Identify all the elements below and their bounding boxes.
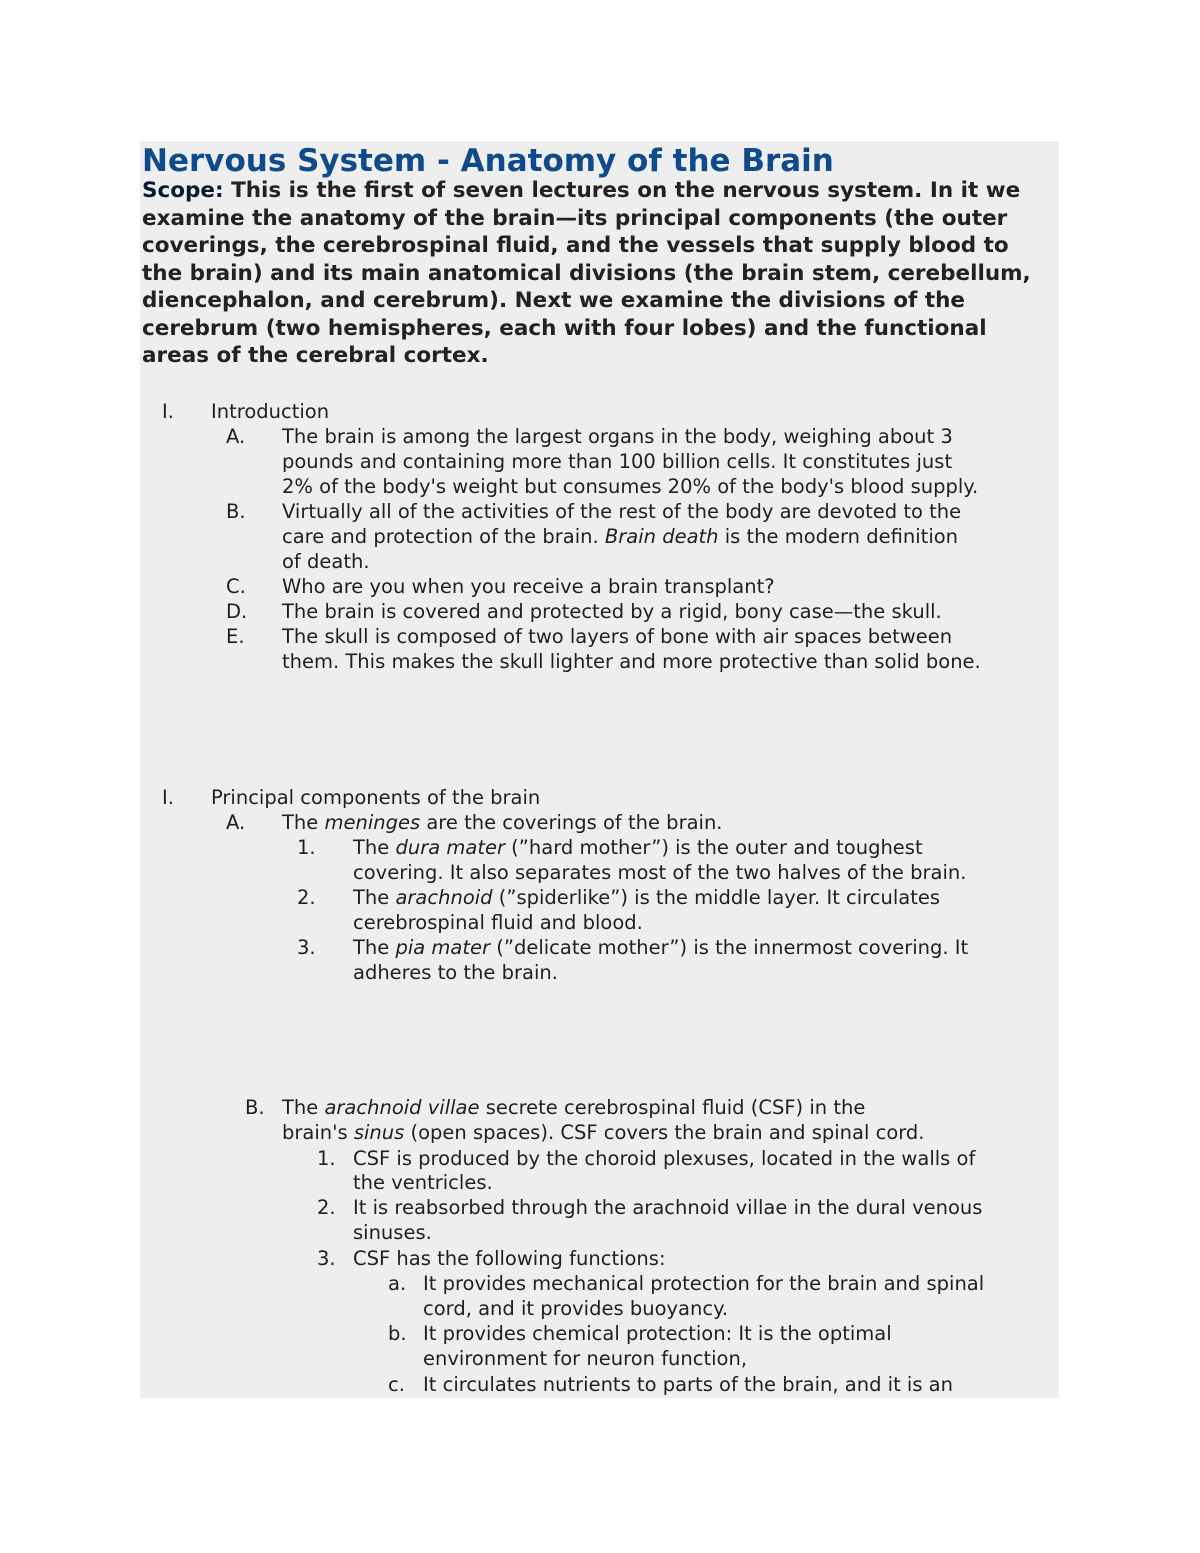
arachnoid-line-2: cerebrospinal fluid and blood. (353, 911, 643, 934)
scope-label: Scope: (142, 178, 224, 203)
function-a-line-2: cord, and it provides buoyancy. (423, 1297, 729, 1320)
scope-text: This is the first of seven lectures on the nervous system. In it we examine the anatomy of the brain—its principal components (the outer coverings, the cerebrospinal fluid, and the vessels that supply blood to the brain) and its main anatomical divisions (the brain stem, cerebellum, diencephalon, and cerebrum). Next we examine the divisions of the cerebrum (two hemispheres, each with four lobes) and the functional areas of the cerebral cortex. (142, 178, 1031, 368)
function-marker: b. (388, 1322, 407, 1345)
item-b-line-2-tail: is the modern definition (718, 525, 959, 548)
section-heading-principal-components: Principal components of the brain (211, 786, 541, 809)
meninges-term: meninges (324, 811, 421, 834)
pia-pre: The (353, 936, 396, 959)
brain-death-term: Brain death (604, 525, 719, 548)
sinus-pre: brain's (282, 1121, 354, 1144)
item-e-line-1: The skull is composed of two layers of bone with air spaces between (282, 625, 953, 648)
item-a-line-2: pounds and containing more than 100 billion cells. It constitutes just (282, 450, 953, 473)
dura-mater-term: dura mater (395, 836, 505, 859)
item-b-line-1: Virtually all of the activities of the rest of the body are devoted to the (282, 500, 962, 523)
item-c-line-1: Who are you when you receive a brain transplant? (282, 575, 775, 598)
sinus-term: sinus (353, 1121, 405, 1144)
villae-pre: The (282, 1096, 325, 1119)
item-marker: C. (226, 575, 246, 598)
item-marker: A. (226, 811, 246, 834)
document-page (140, 141, 1059, 1398)
csf-reabsorbed-line-1: It is reabsorbed through the arachnoid villae in the dural venous (353, 1196, 983, 1219)
arachnoid-pre: The (353, 886, 396, 909)
pia-post: (”delicate mother”) is the innermost covering. It (490, 936, 969, 959)
function-marker: a. (388, 1272, 407, 1295)
meninges-item (282, 810, 723, 835)
arachnoid-villae-term: arachnoid villae (324, 1096, 480, 1119)
item-b-line-2 (282, 524, 958, 549)
sinus-post: (open spaces). CSF covers the brain and spinal cord. (404, 1121, 925, 1144)
section-heading-introduction: Introduction (211, 400, 330, 423)
item-marker: A. (226, 425, 246, 448)
pia-mater-term: pia mater (395, 936, 491, 959)
item-marker: B. (226, 500, 246, 523)
section-marker: I. (162, 786, 174, 809)
pia-mater-line-1 (353, 935, 968, 960)
sub-marker: 3. (317, 1247, 336, 1270)
dura-mater-line-2: covering. It also separates most of the two halves of the brain. (353, 861, 967, 884)
page-title: Nervous System - Anatomy of the Brain (142, 143, 834, 179)
item-marker: B. (245, 1096, 265, 1119)
csf-produced-line-1: CSF is produced by the choroid plexuses, located in the walls of (353, 1147, 976, 1170)
item-d-line-1: The brain is covered and protected by a rigid, bony case—the skull. (282, 600, 942, 623)
item-a-line-1: The brain is among the largest organs in the body, weighing about 3 (282, 425, 953, 448)
meninges-post: are the coverings of the brain. (420, 811, 723, 834)
function-c-line-1: It circulates nutrients to parts of the brain, and it is an (423, 1373, 953, 1396)
item-a-line-3: 2% of the body's weight but consumes 20% of the body's blood supply. (282, 475, 979, 498)
villae-post: secrete cerebrospinal fluid (CSF) in the (479, 1096, 866, 1119)
sub-marker: 2. (297, 886, 316, 909)
section-marker: I. (162, 400, 174, 423)
item-marker: E. (226, 625, 245, 648)
arachnoid-line-1 (353, 885, 940, 910)
meninges-pre: The (282, 811, 325, 834)
sub-marker: 1. (317, 1147, 336, 1170)
item-b-line-2-text: care and protection of the brain. (282, 525, 599, 548)
arachnoid-post: (”spiderlike”) is the middle layer. It circulates (492, 886, 941, 909)
villae-line-1 (282, 1095, 865, 1120)
dura-pre: The (353, 836, 396, 859)
csf-functions-heading: CSF has the following functions: (353, 1247, 666, 1270)
dura-mater-line-1 (353, 835, 923, 860)
function-b-line-2: environment for neuron function, (423, 1347, 748, 1370)
scope-paragraph (142, 177, 1047, 370)
dura-post: (”hard mother”) is the outer and toughest (504, 836, 923, 859)
sub-marker: 1. (297, 836, 316, 859)
function-marker: c. (388, 1373, 405, 1396)
item-e-line-2: them. This makes the skull lighter and more protective than solid bone. (282, 650, 981, 673)
arachnoid-term: arachnoid (395, 886, 493, 909)
function-b-line-1: It provides chemical protection: It is the optimal (423, 1322, 892, 1345)
sub-marker: 2. (317, 1196, 336, 1219)
function-a-line-1: It provides mechanical protection for the brain and spinal (423, 1272, 985, 1295)
sub-marker: 3. (297, 936, 316, 959)
csf-reabsorbed-line-2: sinuses. (353, 1221, 432, 1244)
pia-mater-line-2: adheres to the brain. (353, 961, 558, 984)
csf-produced-line-2: the ventricles. (353, 1171, 493, 1194)
item-marker: D. (226, 600, 248, 623)
villae-line-2 (282, 1120, 925, 1145)
item-b-line-3: of death. (282, 550, 370, 573)
